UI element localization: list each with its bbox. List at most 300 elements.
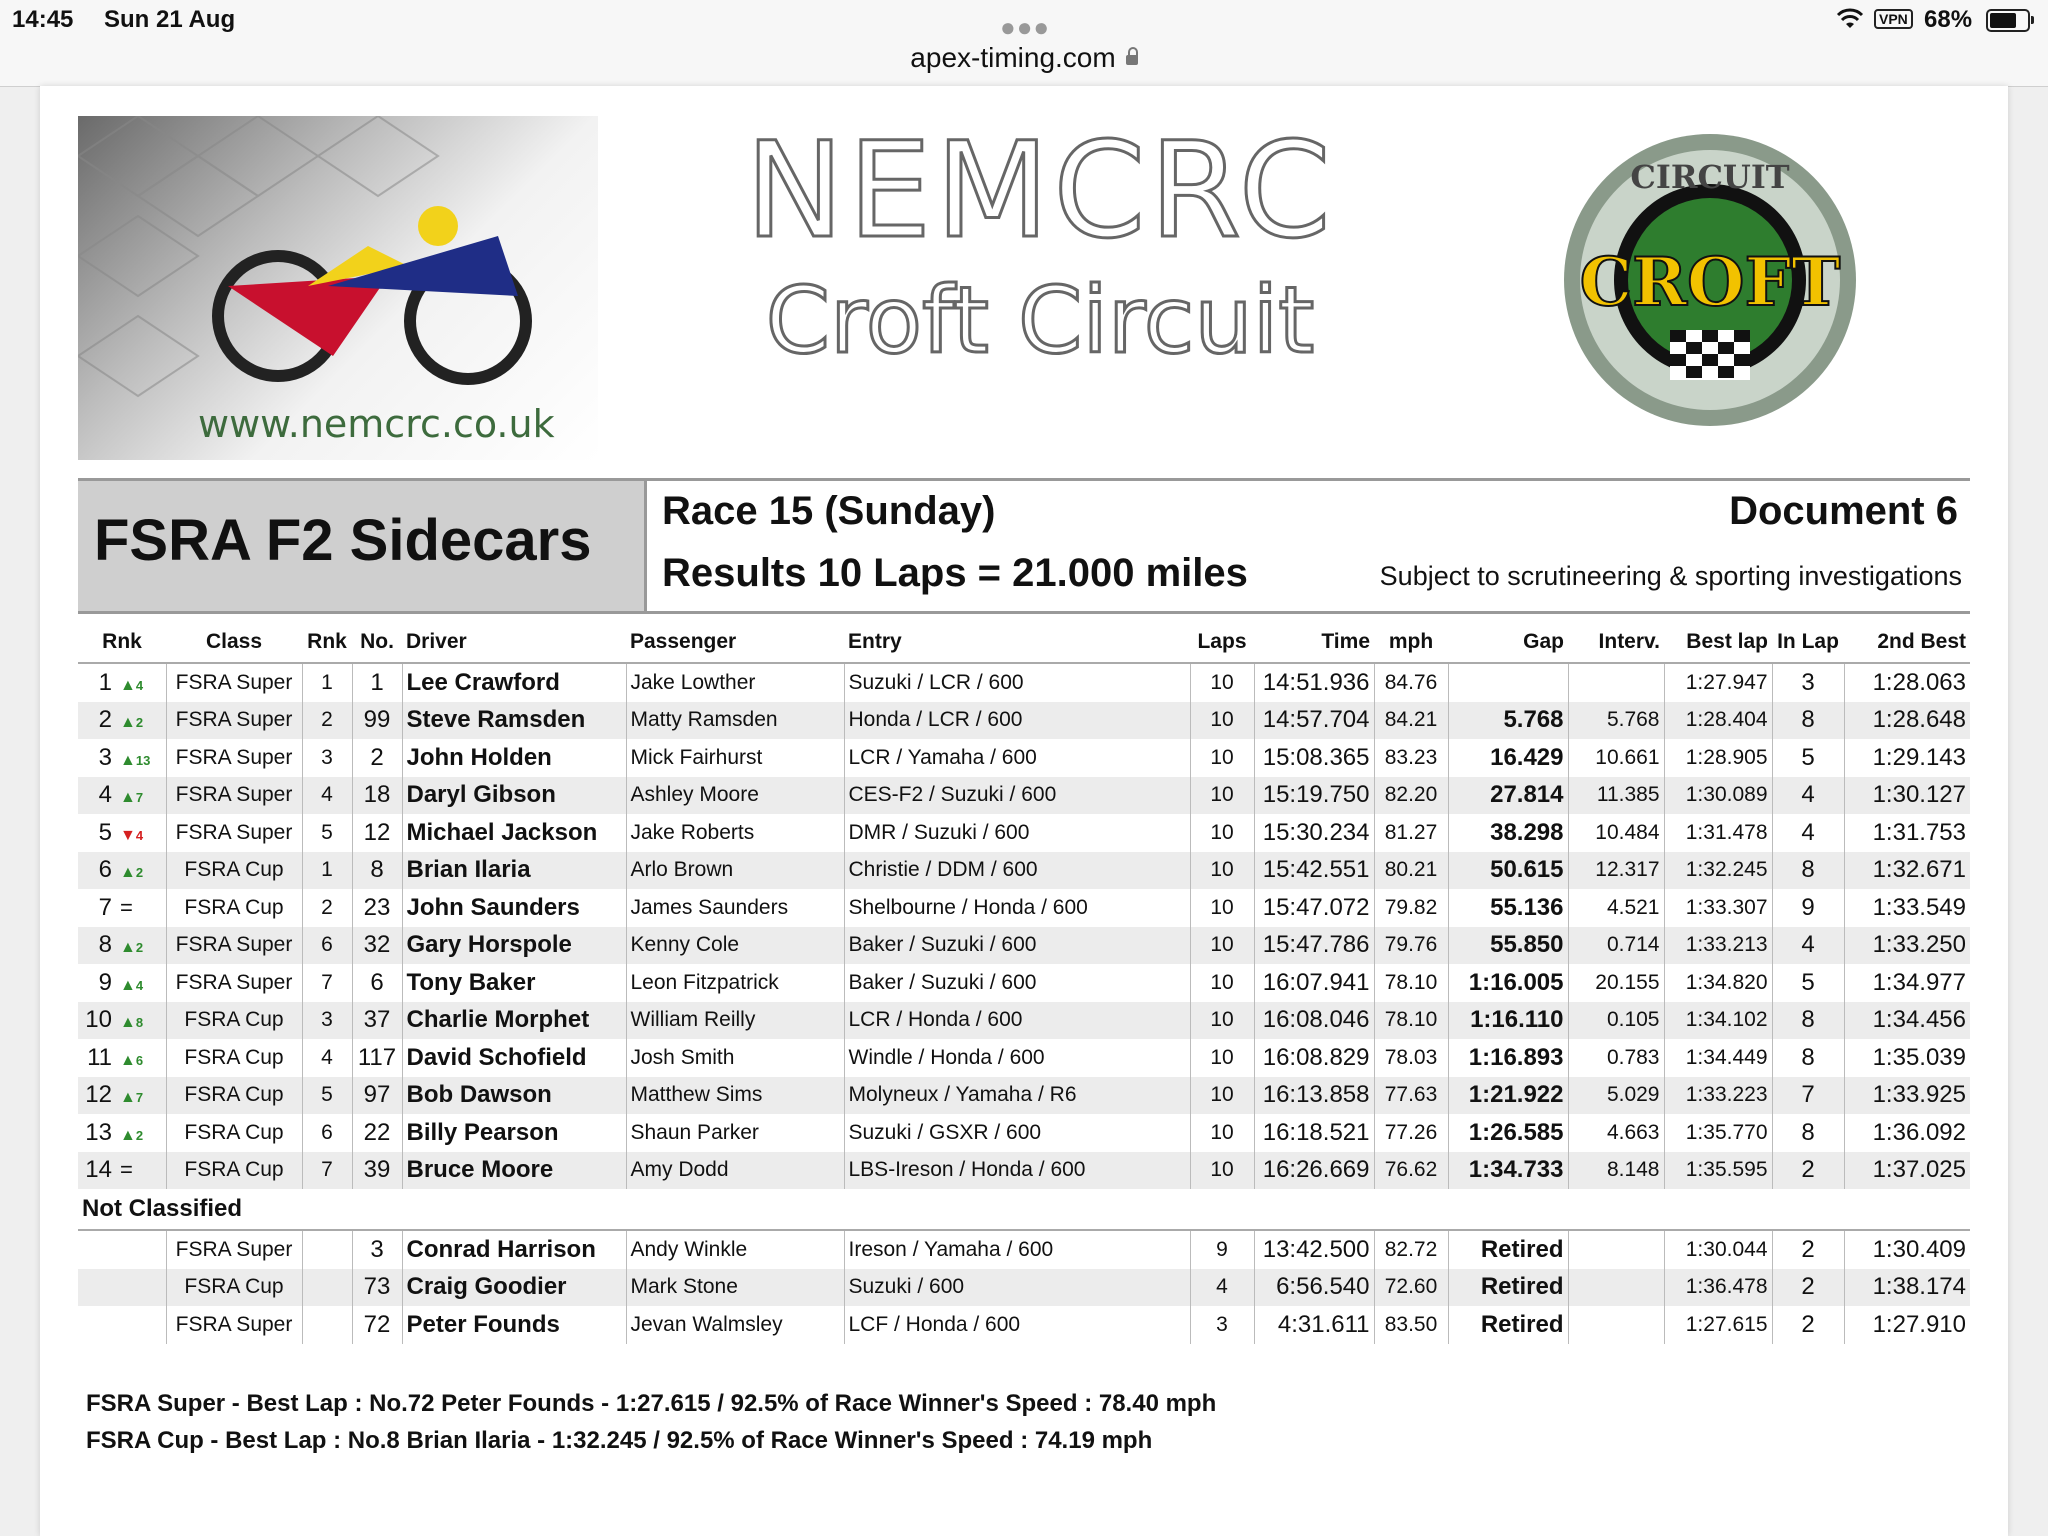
class-cell: FSRA Super xyxy=(166,964,302,1002)
time-cell: 15:47.786 xyxy=(1254,927,1374,965)
class-rank-cell: 1 xyxy=(302,852,352,890)
class-cell: FSRA Super xyxy=(166,739,302,777)
in-lap-cell: 2 xyxy=(1772,1152,1844,1190)
second-best-cell: 1:28.648 xyxy=(1844,702,1970,740)
trend-up-icon: ▲ xyxy=(120,1051,136,1069)
second-best-cell: 1:32.671 xyxy=(1844,852,1970,890)
status-time: 14:45 xyxy=(12,6,74,33)
driver-cell: Daryl Gibson xyxy=(402,777,626,815)
time-cell: 6:56.540 xyxy=(1254,1269,1374,1307)
number-cell: 18 xyxy=(352,777,402,815)
best-lap-cell: 1:33.213 xyxy=(1664,927,1772,965)
trend-up-icon: ▲ xyxy=(120,751,136,769)
driver-cell: John Saunders xyxy=(402,889,626,927)
classified-rows xyxy=(78,663,1970,1189)
laps-cell: 10 xyxy=(1190,852,1254,890)
gap-cell: 55.850 xyxy=(1448,927,1568,965)
entry-cell: LCF / Honda / 600 xyxy=(844,1306,1190,1344)
laps-cell: 10 xyxy=(1190,964,1254,1002)
number-cell: 6 xyxy=(352,964,402,1002)
driver-cell: Tony Baker xyxy=(402,964,626,1002)
position-cell xyxy=(78,702,166,740)
time-cell: 4:31.611 xyxy=(1254,1306,1374,1344)
laps-cell: 10 xyxy=(1190,1152,1254,1190)
table-row[interactable] xyxy=(78,739,1970,777)
position-cell xyxy=(78,1114,166,1152)
class-rank-cell: 3 xyxy=(302,739,352,777)
table-row[interactable] xyxy=(78,852,1970,890)
passenger-cell: Arlo Brown xyxy=(626,852,844,890)
laps-cell: 9 xyxy=(1190,1230,1254,1269)
table-row[interactable] xyxy=(78,663,1970,702)
trend-count: 2 xyxy=(135,715,144,731)
entry-cell: Suzuki / 600 xyxy=(844,1269,1190,1307)
col-header: Rnk xyxy=(302,622,352,663)
time-cell: 16:18.521 xyxy=(1254,1114,1374,1152)
number-cell: 3 xyxy=(352,1230,402,1269)
best-lap-cell: 1:34.102 xyxy=(1664,1002,1772,1040)
mph-cell: 78.10 xyxy=(1374,964,1448,1002)
position-number: 11 xyxy=(87,1043,112,1071)
entry-cell: Ireson / Yamaha / 600 xyxy=(844,1230,1190,1269)
position-cell xyxy=(78,739,166,777)
best-lap-cell: 1:31.478 xyxy=(1664,814,1772,852)
driver-cell: Charlie Morphet xyxy=(402,1002,626,1040)
position-number: 1 xyxy=(98,668,112,696)
class-cell: FSRA Super xyxy=(166,702,302,740)
second-best-cell: 1:33.549 xyxy=(1844,889,1970,927)
time-cell: 14:57.704 xyxy=(1254,702,1374,740)
mph-cell: 84.21 xyxy=(1374,702,1448,740)
passenger-cell: Matty Ramsden xyxy=(626,702,844,740)
trend-up-icon: ▲ xyxy=(120,1126,136,1144)
class-cell: FSRA Cup xyxy=(166,852,302,890)
in-lap-cell: 8 xyxy=(1772,1114,1844,1152)
interval-cell: 12.317 xyxy=(1568,852,1664,890)
passenger-cell: Mark Stone xyxy=(626,1269,844,1307)
results-table xyxy=(78,622,1970,1344)
position-number: 3 xyxy=(98,743,112,771)
col-header: Driver xyxy=(402,622,626,663)
table-row[interactable] xyxy=(78,1077,1970,1115)
number-cell: 12 xyxy=(352,814,402,852)
entry-cell: Suzuki / LCR / 600 xyxy=(844,663,1190,702)
in-lap-cell: 8 xyxy=(1772,702,1844,740)
in-lap-cell: 4 xyxy=(1772,777,1844,815)
table-row[interactable] xyxy=(78,1039,1970,1077)
table-row[interactable] xyxy=(78,889,1970,927)
in-lap-cell: 8 xyxy=(1772,852,1844,890)
interval-cell: 0.714 xyxy=(1568,927,1664,965)
class-rank-cell: 5 xyxy=(302,1077,352,1115)
trend-up-icon: ▲ xyxy=(120,676,136,694)
race-header-band xyxy=(78,478,1970,614)
driver-cell: Bob Dawson xyxy=(402,1077,626,1115)
entry-cell: LBS-Ireson / Honda / 600 xyxy=(844,1152,1190,1190)
position-cell xyxy=(78,852,166,890)
mph-cell: 79.82 xyxy=(1374,889,1448,927)
position-cell xyxy=(78,1039,166,1077)
gap-cell: Retired xyxy=(1448,1230,1568,1269)
best-lap-cell: 1:27.615 xyxy=(1664,1306,1772,1344)
passenger-cell: Amy Dodd xyxy=(626,1152,844,1190)
gap-cell: 1:34.733 xyxy=(1448,1152,1568,1190)
table-row[interactable] xyxy=(78,1306,1970,1344)
position-cell xyxy=(78,964,166,1002)
croft-badge-icon xyxy=(1560,130,1860,430)
entry-cell: Shelbourne / Honda / 600 xyxy=(844,889,1190,927)
trend-count: 13 xyxy=(135,752,151,768)
driver-cell: Gary Horspole xyxy=(402,927,626,965)
footer-super-best-lap: FSRA Super - Best Lap : No.72 Peter Founds - 1:27.615 / 92.5% of Race Winner's Speed : 78.40 mph xyxy=(86,1390,1217,1417)
passenger-cell: James Saunders xyxy=(626,889,844,927)
driver-cell: David Schofield xyxy=(402,1039,626,1077)
number-cell: 8 xyxy=(352,852,402,890)
in-lap-cell: 3 xyxy=(1772,663,1844,702)
nemcrc-logo xyxy=(78,116,598,460)
results-title: Results 10 Laps = 21.000 miles xyxy=(662,551,1248,595)
best-lap-cell: 1:30.044 xyxy=(1664,1230,1772,1269)
class-cell: FSRA Super xyxy=(166,814,302,852)
second-best-cell: 1:29.143 xyxy=(1844,739,1970,777)
gap-cell: 50.615 xyxy=(1448,852,1568,890)
table-row[interactable] xyxy=(78,927,1970,965)
in-lap-cell: 2 xyxy=(1772,1306,1844,1344)
mph-cell: 76.62 xyxy=(1374,1152,1448,1190)
entry-cell: LCR / Yamaha / 600 xyxy=(844,739,1190,777)
url-text: apex-timing.com xyxy=(910,42,1116,73)
trend-count: 7 xyxy=(135,1090,144,1106)
laps-cell: 4 xyxy=(1190,1269,1254,1307)
address-bar[interactable] xyxy=(0,42,2048,74)
laps-cell: 10 xyxy=(1190,889,1254,927)
gap-cell: 55.136 xyxy=(1448,889,1568,927)
interval-cell: 4.663 xyxy=(1568,1114,1664,1152)
number-cell: 32 xyxy=(352,927,402,965)
second-best-cell: 1:34.456 xyxy=(1844,1002,1970,1040)
second-best-cell: 1:30.409 xyxy=(1844,1230,1970,1269)
col-header: Time xyxy=(1254,622,1374,663)
passenger-cell: Josh Smith xyxy=(626,1039,844,1077)
second-best-cell: 1:37.025 xyxy=(1844,1152,1970,1190)
best-lap-cell: 1:33.307 xyxy=(1664,889,1772,927)
table-row[interactable] xyxy=(78,702,1970,740)
time-cell: 15:42.551 xyxy=(1254,852,1374,890)
org-title: NEMCRC xyxy=(745,114,1335,268)
position-number: 12 xyxy=(85,1081,112,1109)
col-header: Entry xyxy=(844,622,1190,663)
driver-cell: Lee Crawford xyxy=(402,663,626,702)
race-title: Race 15 (Sunday) xyxy=(662,489,996,533)
time-cell: 13:42.500 xyxy=(1254,1230,1374,1269)
position-cell xyxy=(78,1152,166,1190)
interval-cell xyxy=(1568,663,1664,702)
mph-cell: 83.23 xyxy=(1374,739,1448,777)
driver-cell: Conrad Harrison xyxy=(402,1230,626,1269)
not-classified-header xyxy=(78,1189,1970,1230)
trend-count: 6 xyxy=(135,1052,144,1068)
position-number: 5 xyxy=(98,818,112,846)
entry-cell: CES-F2 / Suzuki / 600 xyxy=(844,777,1190,815)
position-cell xyxy=(78,1306,166,1344)
time-cell: 16:08.046 xyxy=(1254,1002,1374,1040)
number-cell: 2 xyxy=(352,739,402,777)
position-number: 4 xyxy=(98,781,112,809)
number-cell: 37 xyxy=(352,1002,402,1040)
wifi-icon xyxy=(1836,8,1864,30)
in-lap-cell: 8 xyxy=(1772,1039,1844,1077)
position-number: 7 xyxy=(98,893,112,921)
col-header: No. xyxy=(352,622,402,663)
table-header-row xyxy=(78,622,1970,663)
col-header: Passenger xyxy=(626,622,844,663)
class-rank-cell: 7 xyxy=(302,1152,352,1190)
time-cell: 16:07.941 xyxy=(1254,964,1374,1002)
table-row[interactable] xyxy=(78,1230,1970,1269)
not-classified-section xyxy=(78,1189,1970,1230)
best-lap-cell: 1:35.770 xyxy=(1664,1114,1772,1152)
entry-cell: Christie / DDM / 600 xyxy=(844,852,1190,890)
trend-up-icon: ▲ xyxy=(120,939,136,957)
in-lap-cell: 4 xyxy=(1772,814,1844,852)
best-lap-cell: 1:35.595 xyxy=(1664,1152,1772,1190)
best-lap-cell: 1:33.223 xyxy=(1664,1077,1772,1115)
time-cell: 16:26.669 xyxy=(1254,1152,1374,1190)
class-cell: FSRA Cup xyxy=(166,1269,302,1307)
not-classified-rows xyxy=(78,1230,1970,1344)
trend-equal-icon: = xyxy=(120,894,133,920)
second-best-cell: 1:38.174 xyxy=(1844,1269,1970,1307)
time-cell: 16:13.858 xyxy=(1254,1077,1374,1115)
event-heading xyxy=(740,116,1340,376)
trend-down-icon: ▼ xyxy=(120,826,136,844)
number-cell: 99 xyxy=(352,702,402,740)
class-rank-cell: 4 xyxy=(302,777,352,815)
mph-cell: 78.03 xyxy=(1374,1039,1448,1077)
col-header: Rnk xyxy=(78,622,166,663)
battery-percent: 68% xyxy=(1924,6,1973,33)
best-lap-cell: 1:28.404 xyxy=(1664,702,1772,740)
col-header: In Lap xyxy=(1772,622,1844,663)
driver-cell: Peter Founds xyxy=(402,1306,626,1344)
col-header: Laps xyxy=(1190,622,1254,663)
in-lap-cell: 2 xyxy=(1772,1230,1844,1269)
class-cell: FSRA Super xyxy=(166,777,302,815)
best-lap-cell: 1:30.089 xyxy=(1664,777,1772,815)
entry-cell: Windle / Honda / 600 xyxy=(844,1039,1190,1077)
table-row[interactable] xyxy=(78,777,1970,815)
mph-cell: 78.10 xyxy=(1374,1002,1448,1040)
interval-cell: 5.029 xyxy=(1568,1077,1664,1115)
trend-up-icon: ▲ xyxy=(120,864,136,882)
time-cell: 14:51.936 xyxy=(1254,663,1374,702)
trend-up-icon: ▲ xyxy=(120,714,136,732)
not-classified-label: Not Classified xyxy=(78,1189,1970,1230)
trend-count: 4 xyxy=(135,977,144,993)
venue-title: Croft Circuit xyxy=(765,267,1315,374)
browser-chrome xyxy=(0,0,2048,87)
second-best-cell: 1:33.925 xyxy=(1844,1077,1970,1115)
trend-count: 8 xyxy=(135,1015,144,1031)
badge-top-text: CIRCUIT xyxy=(1630,158,1790,196)
driver-cell: Steve Ramsden xyxy=(402,702,626,740)
best-lap-cell: 1:28.905 xyxy=(1664,739,1772,777)
passenger-cell: Matthew Sims xyxy=(626,1077,844,1115)
gap-cell xyxy=(1448,663,1568,702)
passenger-cell: Jake Lowther xyxy=(626,663,844,702)
trend-count: 4 xyxy=(135,677,144,693)
laps-cell: 10 xyxy=(1190,777,1254,815)
mph-cell: 80.21 xyxy=(1374,852,1448,890)
time-cell: 15:19.750 xyxy=(1254,777,1374,815)
position-cell xyxy=(78,1077,166,1115)
laps-cell: 10 xyxy=(1190,814,1254,852)
passenger-cell: Andy Winkle xyxy=(626,1230,844,1269)
gap-cell: 1:16.110 xyxy=(1448,1002,1568,1040)
gap-cell: 38.298 xyxy=(1448,814,1568,852)
class-cell: FSRA Cup xyxy=(166,1077,302,1115)
table-row[interactable] xyxy=(78,1152,1970,1190)
class-rank-cell: 6 xyxy=(302,927,352,965)
position-cell xyxy=(78,814,166,852)
driver-cell: Craig Goodier xyxy=(402,1269,626,1307)
in-lap-cell: 9 xyxy=(1772,889,1844,927)
mph-cell: 82.20 xyxy=(1374,777,1448,815)
in-lap-cell: 2 xyxy=(1772,1269,1844,1307)
second-best-cell: 1:28.063 xyxy=(1844,663,1970,702)
entry-cell: LCR / Honda / 600 xyxy=(844,1002,1190,1040)
mph-cell: 82.72 xyxy=(1374,1230,1448,1269)
best-lap-cell: 1:34.449 xyxy=(1664,1039,1772,1077)
second-best-cell: 1:36.092 xyxy=(1844,1114,1970,1152)
gap-cell: 5.768 xyxy=(1448,702,1568,740)
vpn-badge: VPN xyxy=(1874,9,1913,29)
laps-cell: 10 xyxy=(1190,1002,1254,1040)
laps-cell: 10 xyxy=(1190,702,1254,740)
class-cell: FSRA Cup xyxy=(166,1152,302,1190)
entry-cell: Honda / LCR / 600 xyxy=(844,702,1190,740)
document-number: Document 6 xyxy=(1729,489,1958,533)
trend-up-icon: ▲ xyxy=(120,789,136,807)
trend-count: 2 xyxy=(135,940,144,956)
position-cell xyxy=(78,1230,166,1269)
entry-cell: Molyneux / Yamaha / R6 xyxy=(844,1077,1190,1115)
interval-cell: 0.783 xyxy=(1568,1039,1664,1077)
number-cell: 73 xyxy=(352,1269,402,1307)
best-lap-cell: 1:32.245 xyxy=(1664,852,1772,890)
class-rank-cell: 6 xyxy=(302,1114,352,1152)
second-best-cell: 1:34.977 xyxy=(1844,964,1970,1002)
trend-equal-icon: = xyxy=(120,1157,133,1183)
table-row[interactable] xyxy=(78,1269,1970,1307)
mph-cell: 84.76 xyxy=(1374,663,1448,702)
interval-cell: 0.105 xyxy=(1568,1002,1664,1040)
time-cell: 15:47.072 xyxy=(1254,889,1374,927)
results-document xyxy=(40,86,2008,1536)
entry-cell: DMR / Suzuki / 600 xyxy=(844,814,1190,852)
interval-cell: 8.148 xyxy=(1568,1152,1664,1190)
class-rank-cell: 3 xyxy=(302,1002,352,1040)
table-row[interactable] xyxy=(78,1002,1970,1040)
gap-cell: 16.429 xyxy=(1448,739,1568,777)
table-row[interactable] xyxy=(78,1114,1970,1152)
class-cell: FSRA Cup xyxy=(166,1002,302,1040)
position-cell xyxy=(78,927,166,965)
class-rank-cell: 7 xyxy=(302,964,352,1002)
time-cell: 15:30.234 xyxy=(1254,814,1374,852)
in-lap-cell: 7 xyxy=(1772,1077,1844,1115)
passenger-cell: Jake Roberts xyxy=(626,814,844,852)
time-cell: 15:08.365 xyxy=(1254,739,1374,777)
in-lap-cell: 4 xyxy=(1772,927,1844,965)
passenger-cell: Shaun Parker xyxy=(626,1114,844,1152)
class-cell: FSRA Super xyxy=(166,663,302,702)
trend-count: 7 xyxy=(135,790,144,806)
driver-cell: Billy Pearson xyxy=(402,1114,626,1152)
more-dots-icon[interactable]: ●●● xyxy=(1000,12,1051,42)
number-cell: 72 xyxy=(352,1306,402,1344)
class-cell: FSRA Cup xyxy=(166,889,302,927)
passenger-cell: Kenny Cole xyxy=(626,927,844,965)
interval-cell: 5.768 xyxy=(1568,702,1664,740)
mph-cell: 79.76 xyxy=(1374,927,1448,965)
best-lap-cell: 1:36.478 xyxy=(1664,1269,1772,1307)
number-cell: 39 xyxy=(352,1152,402,1190)
class-cell: FSRA Cup xyxy=(166,1039,302,1077)
series-box xyxy=(78,481,647,611)
col-header: Class xyxy=(166,622,302,663)
table-row[interactable] xyxy=(78,964,1970,1002)
position-cell xyxy=(78,663,166,702)
second-best-cell: 1:31.753 xyxy=(1844,814,1970,852)
position-number: 9 xyxy=(98,968,112,996)
gap-cell: 1:26.585 xyxy=(1448,1114,1568,1152)
number-cell: 1 xyxy=(352,663,402,702)
class-rank-cell: 2 xyxy=(302,702,352,740)
col-header: 2nd Best xyxy=(1844,622,1970,663)
gap-cell: 1:16.005 xyxy=(1448,964,1568,1002)
mph-cell: 83.50 xyxy=(1374,1306,1448,1344)
passenger-cell: William Reilly xyxy=(626,1002,844,1040)
battery-icon xyxy=(1986,9,2030,32)
interval-cell: 11.385 xyxy=(1568,777,1664,815)
position-cell xyxy=(78,1002,166,1040)
position-cell xyxy=(78,889,166,927)
interval-cell xyxy=(1568,1269,1664,1307)
class-rank-cell: 2 xyxy=(302,889,352,927)
position-cell xyxy=(78,1269,166,1307)
second-best-cell: 1:27.910 xyxy=(1844,1306,1970,1344)
position-number: 6 xyxy=(98,856,112,884)
lock-icon xyxy=(1126,55,1138,65)
series-title: FSRA F2 Sidecars xyxy=(94,508,592,573)
gap-cell: Retired xyxy=(1448,1269,1568,1307)
col-header: mph xyxy=(1374,622,1448,663)
number-cell: 23 xyxy=(352,889,402,927)
trend-count: 2 xyxy=(135,1127,144,1143)
mph-cell: 81.27 xyxy=(1374,814,1448,852)
subject-note: Subject to scrutineering & sporting investigations xyxy=(1379,561,1962,591)
best-lap-cell: 1:27.947 xyxy=(1664,663,1772,702)
class-rank-cell: 1 xyxy=(302,663,352,702)
col-header: Interv. xyxy=(1568,622,1664,663)
trend-up-icon: ▲ xyxy=(120,1014,136,1032)
second-best-cell: 1:35.039 xyxy=(1844,1039,1970,1077)
second-best-cell: 1:30.127 xyxy=(1844,777,1970,815)
table-row[interactable] xyxy=(78,814,1970,852)
interval-cell: 4.521 xyxy=(1568,889,1664,927)
class-rank-cell: 4 xyxy=(302,1039,352,1077)
